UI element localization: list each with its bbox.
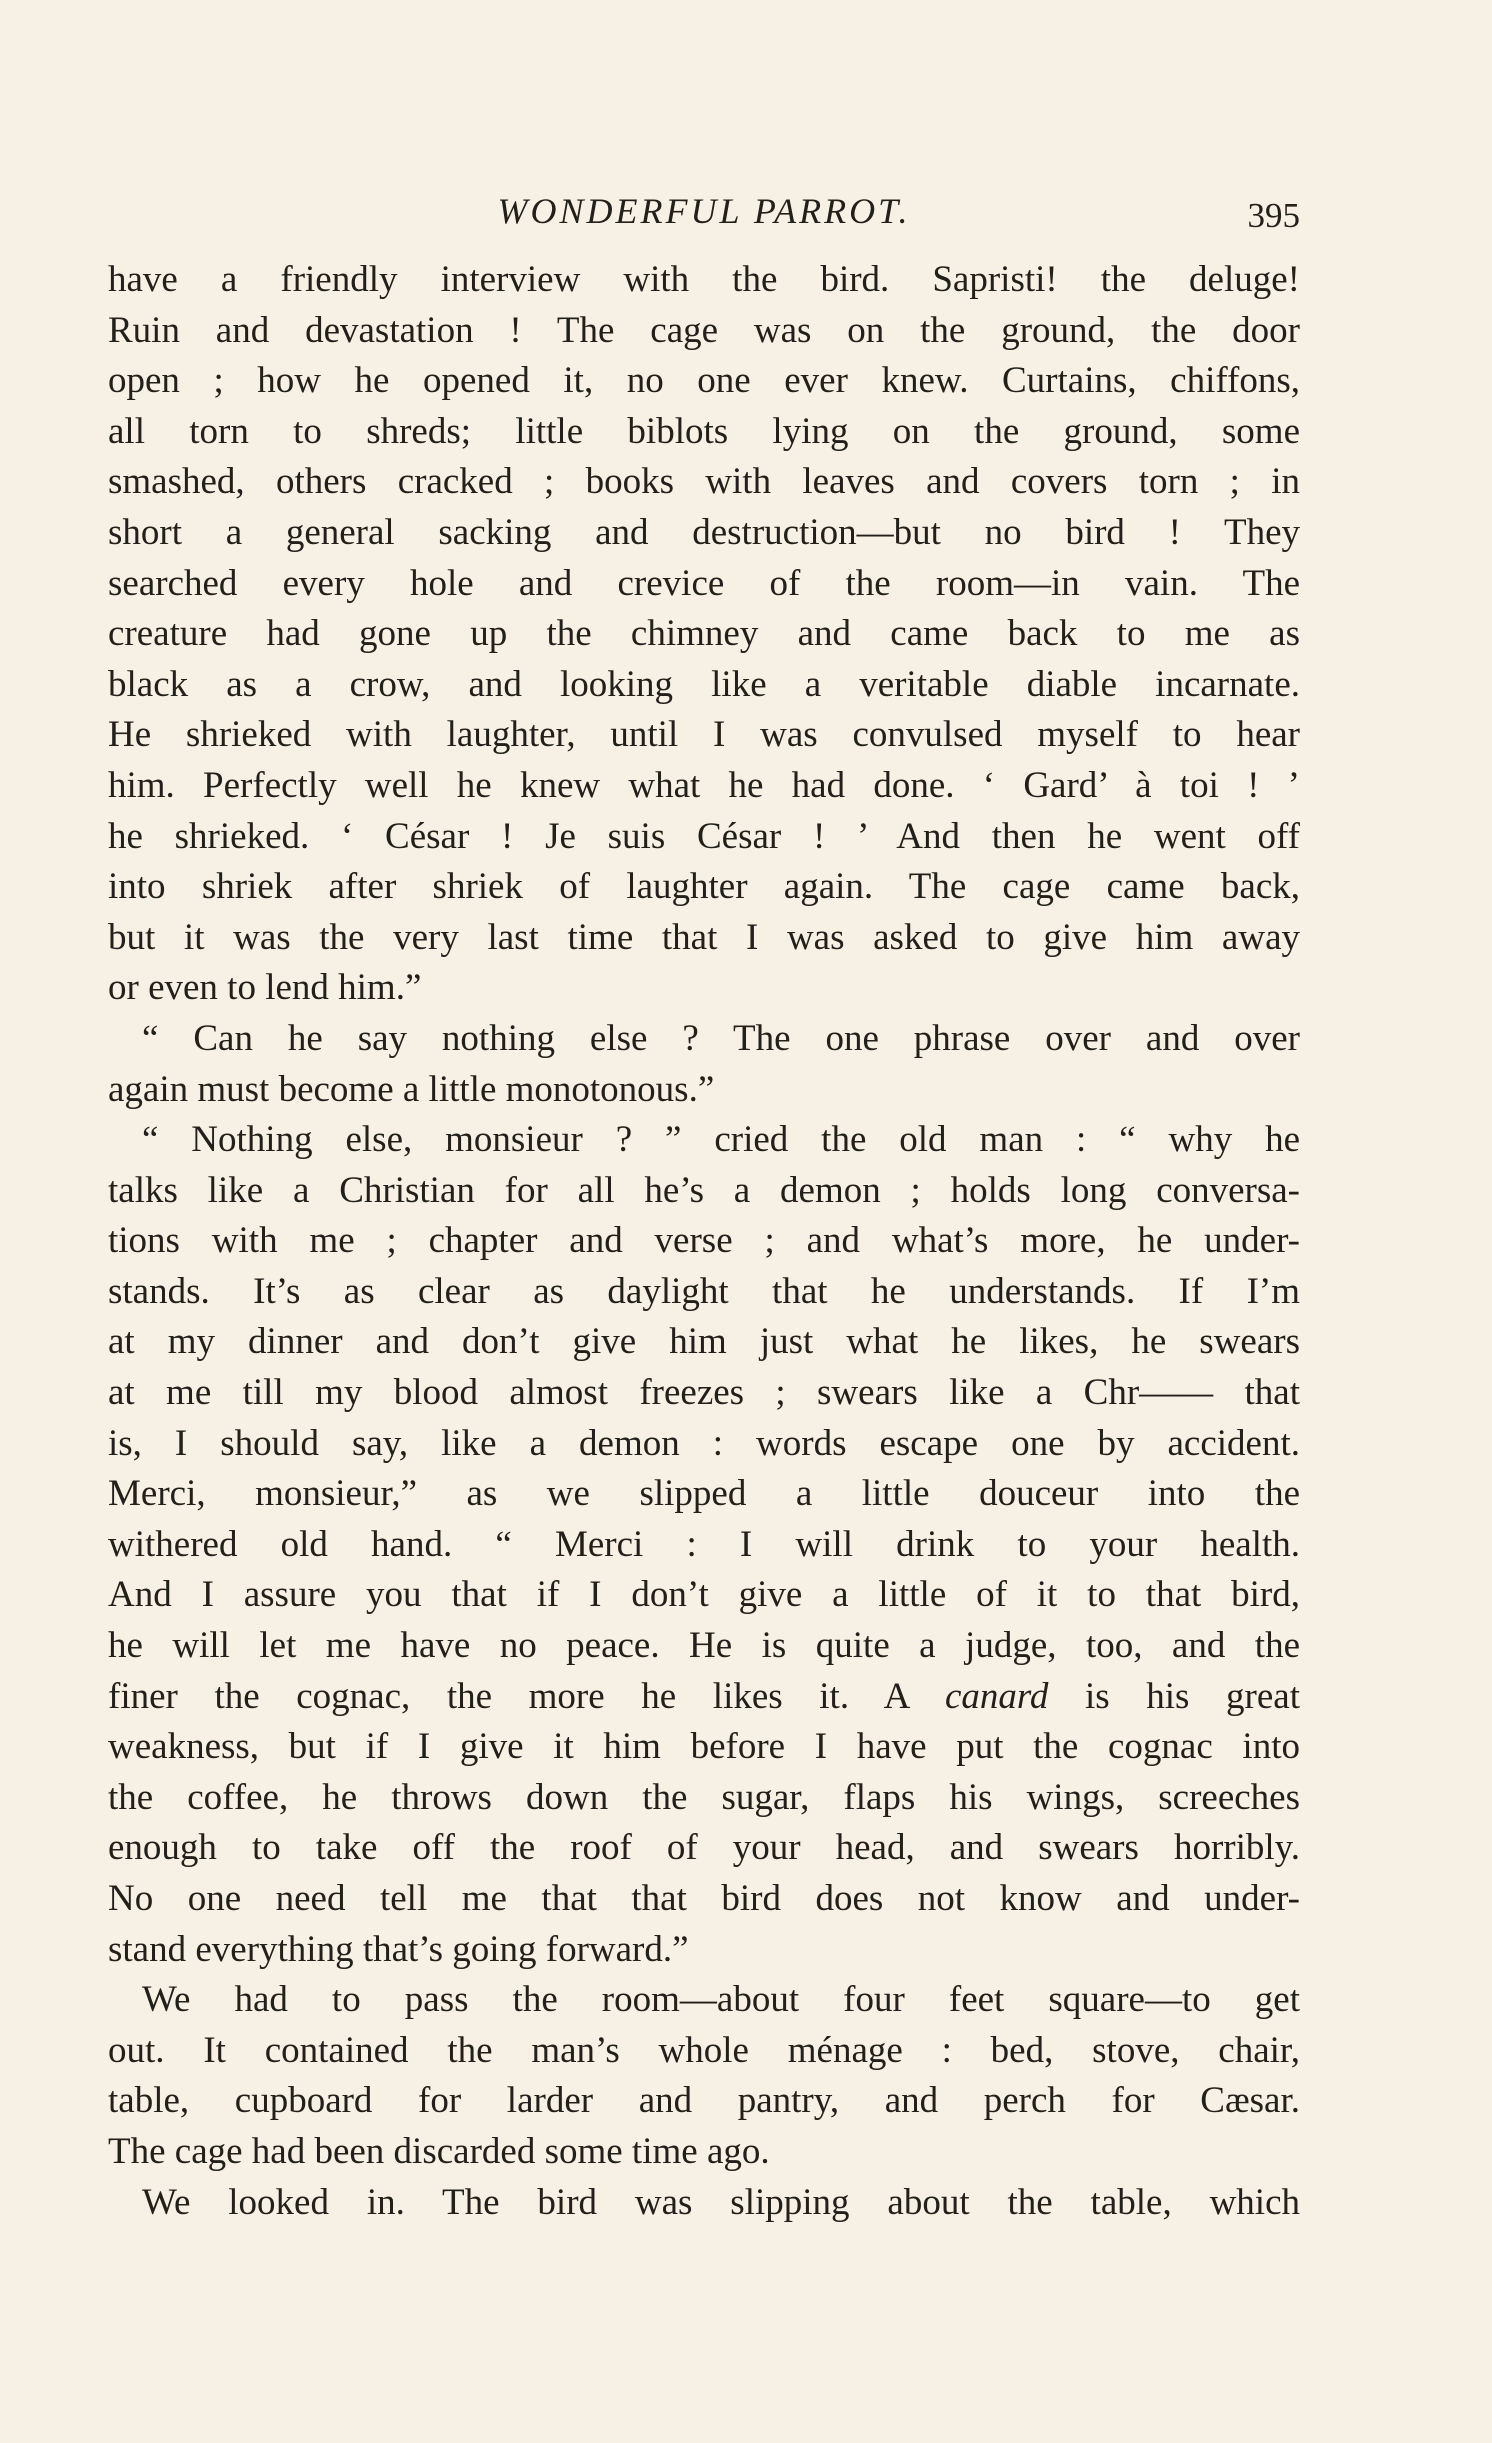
- text-line: weakness, but if I give it him before I have put the cognac into: [108, 1726, 1300, 1768]
- running-head: [108, 186, 1300, 236]
- text-line: searched every hole and crevice of the room—in vain. The: [108, 562, 1300, 604]
- text-line: into shriek after shriek of laughter again. The cage came back,: [108, 866, 1300, 908]
- text-line: or even to lend him.”: [108, 967, 422, 1009]
- text-line: he will let me have no peace. He is quite a judge, too, and the: [108, 1625, 1300, 1667]
- body-text: [108, 255, 1300, 2228]
- text-line: stands. It’s as clear as daylight that he understands. If I’m: [108, 1270, 1300, 1312]
- text-line: out. It contained the man’s whole ménage : bed, stove, chair,: [108, 2029, 1300, 2071]
- text-line: creature had gone up the chimney and came back to me as: [108, 613, 1300, 655]
- text-line: talks like a Christian for all he’s a demon ; holds long conversa-: [108, 1169, 1300, 1211]
- text-line: is, I should say, like a demon : words escape one by accident.: [108, 1422, 1300, 1464]
- text-line: him. Perfectly well he knew what he had done. ‘ Gard’ à toi ! ’: [108, 764, 1300, 806]
- text-line: And I assure you that if I don’t give a little of it to that bird,: [108, 1574, 1300, 1616]
- line-segment: finer the cognac, the more he likes it.: [108, 1675, 850, 1717]
- line-segment: is his great: [1048, 1675, 1300, 1717]
- page-number: 395: [1247, 196, 1300, 235]
- text-line: all torn to shreds; little biblots lying on the ground, some: [108, 410, 1300, 452]
- running-title: WONDERFUL PARROT.: [497, 191, 911, 231]
- text-line: at me till my blood almost freezes ; swears like a Chr—— that: [108, 1372, 1300, 1414]
- text-line: he shrieked. ‘ César ! Je suis César ! ’ And then he went off: [108, 815, 1300, 857]
- text-line: No one need tell me that that bird does not know and under-: [108, 1878, 1300, 1919]
- text-line: He shrieked with laughter, until I was convulsed myself to hear: [108, 714, 1300, 756]
- text-line: The cage had been discarded some time ago.: [108, 2130, 770, 2172]
- text-line: stand everything that’s going forward.”: [108, 1928, 689, 1970]
- text-line: black as a crow, and looking like a veritable diable incarnate.: [108, 663, 1300, 705]
- text-line: smashed, others cracked ; books with leaves and covers torn ; in: [108, 461, 1300, 503]
- text-line: withered old hand. “ Merci : I will drink to your health.: [108, 1523, 1300, 1565]
- text-line: open ; how he opened it, no one ever knew. Curtains, chiffons,: [108, 360, 1300, 402]
- text-line: again must become a little monotonous.”: [108, 1068, 715, 1110]
- text-line: enough to take off the roof of your head, and swears horribly.: [108, 1827, 1300, 1869]
- text-line: at my dinner and don’t give him just what he likes, he swears: [108, 1321, 1300, 1363]
- text-line-with-italic: [108, 1672, 1300, 1723]
- text-line: short a general sacking and destruction—but no bird ! They: [108, 511, 1300, 553]
- line-segment: A: [883, 1675, 945, 1717]
- italic-word: canard: [944, 1675, 1049, 1717]
- text-line: Merci, monsieur,” as we slipped a little douceur into the: [108, 1473, 1300, 1515]
- text-line: table, cupboard for larder and pantry, and perch for Cæsar.: [108, 2080, 1300, 2122]
- text-line: the coffee, he throws down the sugar, flaps his wings, screeches: [108, 1776, 1300, 1818]
- text-line: We looked in. The bird was slipping about the table, which: [142, 2181, 1300, 2223]
- text-line: “ Can he say nothing else ? The one phrase over and over: [142, 1017, 1300, 1059]
- text-line: tions with me ; chapter and verse ; and what’s more, he under-: [108, 1220, 1300, 1262]
- text-line: “ Nothing else, monsieur ? ” cried the old man : “ why he: [142, 1119, 1300, 1161]
- text-line: We had to pass the room—about four feet square—to get: [142, 1979, 1300, 2021]
- text-line: have a friendly interview with the bird. Sapristi! the deluge!: [108, 259, 1300, 300]
- text-line: but it was the very last time that I was asked to give him away: [108, 916, 1300, 958]
- text-line: Ruin and devastation ! The cage was on the ground, the door: [108, 309, 1300, 351]
